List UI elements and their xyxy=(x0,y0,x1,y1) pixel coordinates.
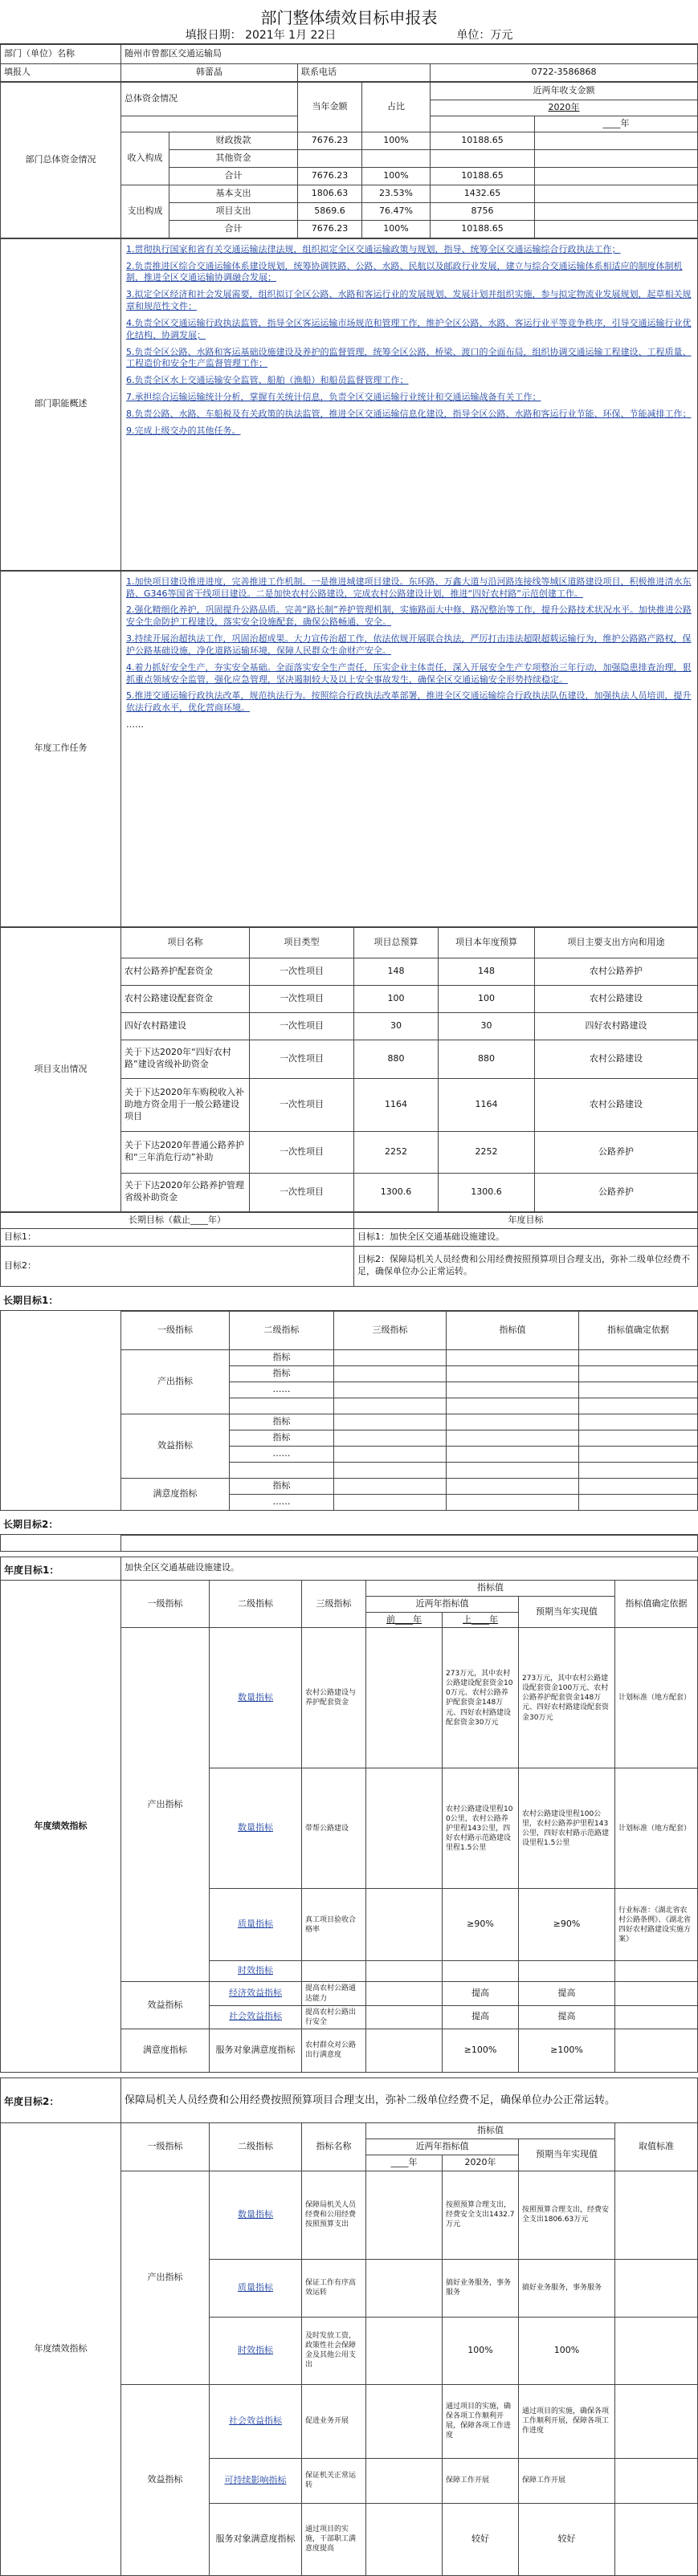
long1-header: 指标值确定依据 xyxy=(579,1311,698,1349)
year1-expect: ≥100% xyxy=(519,2029,615,2072)
year1-l2: 数量指标 xyxy=(210,1628,302,1768)
fund-row-year: 10188.65 xyxy=(431,220,535,238)
income-label: 收入构成 xyxy=(121,132,169,185)
year1-side-label: 年度绩效指标 xyxy=(1,1580,121,2072)
year2-last: 100% xyxy=(443,2317,519,2384)
year1-l2: 时效指标 xyxy=(210,1961,302,1982)
fund-row-ratio: 76.47% xyxy=(362,202,431,220)
project-header: 项目主要支出方向和用途 xyxy=(535,927,698,958)
year1-header: 指标值 xyxy=(366,1580,615,1596)
funds-table xyxy=(0,82,698,238)
long1-l2: 指标 xyxy=(230,1365,334,1382)
duty-item: 7.承担综合运输运输统计分析，掌握有关统计信息，负责全区交通运输行业统计和交通运输战备有关工作； xyxy=(126,392,541,403)
fund-row-amount xyxy=(298,149,362,167)
tasks-table: 年度工作任务 1.加快项目建设推进进度，完善推进工作机制。一是推进城建项目建设。东环路、万鑫大道与沿河路连接线等城区道路建设项目，积极推进清水东路、G346等国省干线项目建设。二是加快农村公路建设，完成农村公路建设计划，推进“四好农村路”示范创建工作。 2.强化精细化养护，巩固提升公路品质。完善“路长制”养护管理机制，实施路面大中修、路况整治等工作，提升公路技术状况水平。加快推进公路安全生命防护工程建设，落实安全设施配套，确保公路畅通、安全。 3.持续开展治超执法工作，巩固治超成果。大力宣传治超工作，依法依规开展联合执法，严厉打击违法超限超载运输行为，维护公路路产路权，保护公路基础设施，净化道路运输环境，保障人民群众生命财产安全。 4.着力抓好安全生产，夯实安全基础。全面落实安全生产责任，压实企业主体责任，深入开展安全生产专项整治三年行动，加强隐患排查治理，狠抓重点领域安全监管，强化应急管理，坚决遏制较大及以上安全事故发生，确保全区交通运输安全形势持续稳定。 5.推进交通运输行政执法改革，规范执法行为。按照综合行政执法改革部署，推进全区交通运输综合行政执法队伍建设，加强执法人员培训，提升依法行政水平，优化营商环境。 …… xyxy=(0,571,698,927)
duty-item: 4.负责全区交通运输行政执法监管，指导全区客运运输市场规范和管理工作，维护全区公路、水路、客运行业平等竞争秩序，引导交通运输行业优化结构、协调发展； xyxy=(126,317,692,340)
year1-basis: 行业标准：《湖北省农村公路条例》、《湖北省四好农村路建设实施方案》 xyxy=(615,1889,698,1961)
year2-desc: 保障局机关人员经费和公用经费按照预算项目合理支出，弥补二级单位经费不足，确保单位办公正常运转。 xyxy=(121,2077,698,2122)
fund-row-ratio xyxy=(362,149,431,167)
task-item: 3.持续开展治超执法工作，巩固治超成果。大力宣传治超工作，依法依规开展联合执法，严厉打击违法超限超载运输行为，维护公路路产路权，保护公路基础设施，净化道路运输环境，保障人民群众生命财产安全。 xyxy=(126,633,692,656)
year2-expect: 通过项目的实施，确保各项工作顺利开展，保障各项工作进度 xyxy=(519,2384,615,2458)
task-item: 2.强化精细化养护，巩固提升公路品质。完善“路长制”养护管理机制，实施路面大中修、路况整治等工作，提升公路技术状况水平。加快推进公路安全生命防护工程建设，落实安全设施配套，确保公路畅通、安全。 xyxy=(126,604,692,628)
project-row: 关于下达2020年“四好农村路”建设省级补助资金 一次性项目 880 880 农村公路建设 xyxy=(1,1040,698,1078)
projects-label: 项目支出情况 xyxy=(1,927,121,1211)
year1-last: 提高 xyxy=(443,2005,519,2029)
goals-table xyxy=(0,1212,698,1287)
phone-label: 联系电话 xyxy=(298,64,431,82)
year2-header: ____年 xyxy=(366,2155,443,2171)
year1-desc: 加快全区交通基础设施建设。 xyxy=(121,1557,698,1580)
long1-title: 长期目标1： xyxy=(0,1287,698,1311)
year1-expect: 提高 xyxy=(519,2005,615,2029)
duty-item: 2.负责推进区综合交通运输体系建设规划，统筹协调铁路、公路、水路、民航以及邮政行业发展，建立与综合交通运输体系相适应的制度体制机制，推进全区交通运输协调融合发展； xyxy=(126,260,683,283)
year2-name: 保证机关正常运转 xyxy=(302,2458,366,2503)
year1-l2: 经济效益指标 xyxy=(210,1982,302,2005)
long2-table xyxy=(0,1535,698,1552)
col-ratio: 占比 xyxy=(362,83,431,132)
year2-output-label: 产出指标 xyxy=(121,2171,210,2384)
year2-header: 近两年指标值 xyxy=(366,2139,519,2155)
year1-output-label: 产出指标 xyxy=(121,1628,210,1982)
long1-l2: 指标 xyxy=(230,1349,334,1365)
task-item: 5.推进交通运输行政执法改革，规范执法行为。按照综合行政执法改革部署，推进全区交通运输综合行政执法队伍建设，加强执法人员培训，提升依法行政水平，优化营商环境。 xyxy=(126,690,692,714)
year1-last: 提高 xyxy=(443,1982,519,2005)
long1-satisfaction-label: 满意度指标 xyxy=(121,1478,230,1510)
year2-last: 较好 xyxy=(443,2503,519,2575)
duties-label: 部门职能概述 xyxy=(1,238,121,570)
project-row: 关于下达2020年公路养护管理省级补助资金 一次性项目 1300.6 1300.6 公路养护 xyxy=(1,1173,698,1211)
longterm-label: 长期目标（截止____年） xyxy=(1,1212,354,1228)
long1-dots: …… xyxy=(230,1382,334,1398)
year2-header: 指标名称 xyxy=(302,2122,366,2171)
dept-table xyxy=(0,44,698,82)
project-header: 项目名称 xyxy=(121,927,250,958)
year2-expect: 搞好业务服务，事务服务 xyxy=(519,2259,615,2317)
long1-header: 一级指标 xyxy=(121,1311,230,1349)
unit-label: 单位：万元 xyxy=(456,29,513,42)
year2-last: 按照预算合理支出，经费安全支出1432.7万元 xyxy=(443,2171,519,2259)
long-goal1-label: 目标1： xyxy=(1,1228,354,1246)
fund-row-name: 基本支出 xyxy=(169,185,298,202)
year1-l3: 真工项目验收合格率 xyxy=(302,1889,366,1961)
year1-expect: ≥90% xyxy=(519,1889,615,1961)
fund-row-ratio: 100% xyxy=(362,220,431,238)
fund-row-name: 财政拨款 xyxy=(169,132,298,149)
fund-row-year: 10188.65 xyxy=(431,132,535,149)
year1-table xyxy=(0,1557,698,2073)
year1-l2: 社会效益指标 xyxy=(210,2005,302,2029)
tasks-label: 年度工作任务 xyxy=(1,571,121,926)
year1-header: 上____年 xyxy=(443,1612,519,1628)
long1-header: 三级指标 xyxy=(334,1311,447,1349)
year1-header: 前____年 xyxy=(366,1612,443,1628)
annual-goal1: 目标1：加快全区交通基础设施建设。 xyxy=(354,1228,698,1246)
funds-section-label: 部门总体资金情况 xyxy=(1,83,121,238)
project-header: 项目本年度预算 xyxy=(439,927,535,958)
project-header: 项目类型 xyxy=(250,927,354,958)
fund-row-year: 1432.65 xyxy=(431,185,535,202)
fund-row-name: 项目支出 xyxy=(169,202,298,220)
project-row: 关于下达2020年普通公路养护和“三年消危行动”补助 一次性项目 2252 2252 公路养护 xyxy=(1,1131,698,1173)
fund-row-amount: 7676.23 xyxy=(298,132,362,149)
year2-expect: 100% xyxy=(519,2317,615,2384)
filler-value: 韩蕾晶 xyxy=(121,64,298,82)
fill-date: 填报日期： 2021年 1月 22日 xyxy=(185,29,337,42)
year2-l2: 社会效益指标 xyxy=(210,2384,302,2458)
long-goal2-label: 目标2： xyxy=(1,1246,354,1286)
year1-basis: 计划标准（地方配套） xyxy=(615,1768,698,1889)
year1-l2: 服务对象满意度指标 xyxy=(210,2029,302,2072)
year2-l2: 服务对象满意度指标 xyxy=(210,2503,302,2575)
fund-row-ratio: 100% xyxy=(362,132,431,149)
year1-header: 一级指标 xyxy=(121,1580,210,1628)
project-row: 关于下达2020年车购税收入补助地方资金用于一般公路建设项目 一次性项目 1164 1164 农村公路建设 xyxy=(1,1078,698,1131)
year1-l2: 质量指标 xyxy=(210,1889,302,1961)
fund-row-year: 8756 xyxy=(431,202,535,220)
year2-header: 预期当年实现值 xyxy=(519,2139,615,2171)
year1-header: 二级指标 xyxy=(210,1580,302,1628)
duty-item: 6.负责全区水上交通运输安全监管、船舶（渔船）和船员监督管理工作； xyxy=(126,375,409,386)
filler-label: 填报人 xyxy=(1,64,121,82)
task-item: 4.着力抓好安全生产，夯实安全基础。全面落实安全生产责任，压实企业主体责任，深入开展安全生产专项整治三年行动，加强隐患排查治理，狠抓重点领域安全监管，强化应急管理，坚决遏制较大及以上安全事故发生，确保全区交通运输安全形势持续稳定。 xyxy=(126,661,692,685)
long1-l2: 指标 xyxy=(230,1478,334,1494)
year2-name: 通过项目的实施，干部职工满意度提高 xyxy=(302,2503,366,2575)
year2-l2: 时效指标 xyxy=(210,2317,302,2384)
year2-l2: 质量指标 xyxy=(210,2259,302,2317)
long1-header: 指标值 xyxy=(447,1311,579,1349)
year2-header: 一级指标 xyxy=(121,2122,210,2171)
year1-l3: 提高农村公路出行安全 xyxy=(302,2005,366,2029)
duty-item: 5.负责全区公路、水路和客运基础设施建设及养护的监督管理，统筹全区公路、桥梁、渡口的全面布局，组织协调交通运输工程建设、工程质量、工程造价和安全生产监督管理工作； xyxy=(126,346,692,369)
year1-header: 预期当年实现值 xyxy=(519,1596,615,1628)
year1-l3: 提高农村公路通达能力 xyxy=(302,1982,366,2005)
year1-last: ≥100% xyxy=(443,2029,519,2072)
year2-header: 二级指标 xyxy=(210,2122,302,2171)
col-amount: 当年金额 xyxy=(298,83,362,132)
project-row: 农村公路养护配套资金 一次性项目 148 148 农村公路养护 xyxy=(1,958,698,985)
fund-row-ratio: 100% xyxy=(362,167,431,185)
year2-last: 搞好业务服务，事务服务 xyxy=(443,2259,519,2317)
year1-expect: 提高 xyxy=(519,1982,615,2005)
year1-last: 273万元，其中农村公路建设配套资金100万元、农村公路养护配套资金148万元、四好农村路建设配套资金30万元 xyxy=(443,1628,519,1768)
year2-header: 2020年 xyxy=(443,2155,519,2171)
year1-l2: 数量指标 xyxy=(210,1768,302,1889)
fund-row-year: 10188.65 xyxy=(431,167,535,185)
year1-l3: 农村群众对公路出行满意度 xyxy=(302,2029,366,2072)
project-header: 项目总预算 xyxy=(354,927,439,958)
year1-basis: 计划标准（地方配套） xyxy=(615,1628,698,1768)
year1-header: 近两年指标值 xyxy=(366,1596,519,1612)
annual-label: 年度目标 xyxy=(354,1212,698,1228)
funds-overall-label: 总体资金情况 xyxy=(121,83,298,116)
year2-l2: 可持续影响指标 xyxy=(210,2458,302,2503)
col-year2: ____年 xyxy=(535,116,698,132)
year1-expect: 273万元，其中农村公路建设配套资金100万元、农村公路养护配套资金148万元、四好农村路建设配套资金30万元 xyxy=(519,1628,615,1768)
project-row: 四好农村路建设 一次性项目 30 30 四好农村路建设 xyxy=(1,1012,698,1040)
fund-row-amount: 7676.23 xyxy=(298,220,362,238)
fund-row-year xyxy=(431,149,535,167)
fund-row-name: 合计 xyxy=(169,220,298,238)
long1-l2: 指标 xyxy=(230,1414,334,1430)
fund-row-amount: 7676.23 xyxy=(298,167,362,185)
year2-side-label: 年度绩效指标 xyxy=(1,2122,121,2575)
year2-name: 保证工作有序高效运转 xyxy=(302,2259,366,2317)
year2-name: 促进业务开展 xyxy=(302,2384,366,2458)
fund-row-name: 其他资金 xyxy=(169,149,298,167)
year1-l3: 农村公路建设与养护配套资金 xyxy=(302,1628,366,1768)
year2-last: 通过项目的实施，确保各项工作顺利开展，保障各项工作进度 xyxy=(443,2384,519,2458)
year2-header: 取值标准 xyxy=(615,2122,698,2171)
long1-dots: …… xyxy=(230,1446,334,1462)
year2-expect: 按照预算合理支出，经费安全支出1806.63万元 xyxy=(519,2171,615,2259)
form-title: 部门整体绩效目标申报表 xyxy=(260,8,438,27)
phone-value: 0722-3586868 xyxy=(431,64,698,82)
year1-header: 三级指标 xyxy=(302,1580,366,1628)
year1-header: 指标值确定依据 xyxy=(615,1580,698,1628)
project-row: 农村公路建设配套资金 一次性项目 100 100 农村公路建设 xyxy=(1,985,698,1012)
year2-header: 指标值 xyxy=(366,2122,615,2139)
year2-table xyxy=(0,2077,698,2576)
year1-last: 农村公路建设里程100公里，农村公路养护里程143公里，四好农村路示范路建设里程1.5公里 xyxy=(443,1768,519,1889)
long1-output-label: 产出指标 xyxy=(121,1349,230,1414)
year1-satisfaction-label: 满意度指标 xyxy=(121,2029,210,2072)
year1-expect: 农村公路建设里程100公里，农村公路养护里程143公里，四好农村路示范路建设里程1.5公里 xyxy=(519,1768,615,1889)
fund-row-ratio: 23.53% xyxy=(362,185,431,202)
duties-table xyxy=(0,238,698,571)
year2-benefit-label: 效益指标 xyxy=(121,2384,210,2575)
duty-item: 3.拟定全区经济和社会发展需要，组织拟订全区公路、水路和客运行业的发展规划、发展计划并组织实施，参与拟定物流业发展规划，起草相关规章和规范性文件； xyxy=(126,289,692,312)
year2-name: 及时发放工资，政策性社会保障金及其他公用支出 xyxy=(302,2317,366,2384)
long1-header: 二级指标 xyxy=(230,1311,334,1349)
long1-benefit-label: 效益指标 xyxy=(121,1414,230,1478)
fund-row-name: 合计 xyxy=(169,167,298,185)
year2-expect: 保障工作开展 xyxy=(519,2458,615,2503)
long1-table xyxy=(0,1311,698,1511)
task-item: 1.加快项目建设推进进度，完善推进工作机制。一是推进城建项目建设。东环路、万鑫大道与沿河路连接线等城区道路建设项目，积极推进清水东路、G346等国省干线项目建设。二是加快农村公路建设，完成农村公路建设计划，推进“四好农村路”示范创建工作。 xyxy=(126,576,692,599)
year2-expect: 较好 xyxy=(519,2503,615,2575)
long2-title: 长期目标2： xyxy=(0,1511,698,1535)
year2-name: 保障局机关人员经费和公用经费按照预算支出 xyxy=(302,2171,366,2259)
long1-l2: 指标 xyxy=(230,1430,334,1446)
long1-dots: …… xyxy=(230,1494,334,1510)
dept-label: 部门（单位）名称 xyxy=(1,45,121,64)
fund-row-amount: 1806.63 xyxy=(298,185,362,202)
year1-last: ≥90% xyxy=(443,1889,519,1961)
year2-last: 保障工作开展 xyxy=(443,2458,519,2503)
year1-benefit-label: 效益指标 xyxy=(121,1982,210,2029)
duty-item: 8.负责公路、水路、车船税及有关政策的执法监管，推进全区交通运输信息化建设，指导全区公路、水路和客运行业节能、环保、节能减排工作； xyxy=(126,408,692,419)
col-recent: 近两年收支金额 xyxy=(431,83,698,100)
year1-l3: 带帮公路建设 xyxy=(302,1768,366,1889)
dept-value: 随州市曾都区交通运输局 xyxy=(121,45,698,64)
duty-item: 9.完成上级交办的其他任务。 xyxy=(126,425,241,436)
year2-title: 年度目标2： xyxy=(1,2077,121,2122)
expense-label: 支出构成 xyxy=(121,185,169,238)
year2-l2: 数量指标 xyxy=(210,2171,302,2259)
projects-table xyxy=(0,927,698,1212)
col-year: 2020年 xyxy=(431,100,698,116)
fund-row-amount: 5869.6 xyxy=(298,202,362,220)
annual-goal2: 目标2：保障局机关人员经费和公用经费按照预算项目合理支出，弥补二级单位经费不足，确保单位办公正常运转。 xyxy=(354,1246,698,1286)
form-subtitle xyxy=(0,26,698,44)
duty-item: 1.贯彻执行国家和省有关交通运输法律法规，组织拟定全区交通运输政策与规划，指导、统筹全区交通运输综合行政执法工作； xyxy=(126,243,621,254)
year1-title: 年度目标1： xyxy=(1,1557,121,1580)
